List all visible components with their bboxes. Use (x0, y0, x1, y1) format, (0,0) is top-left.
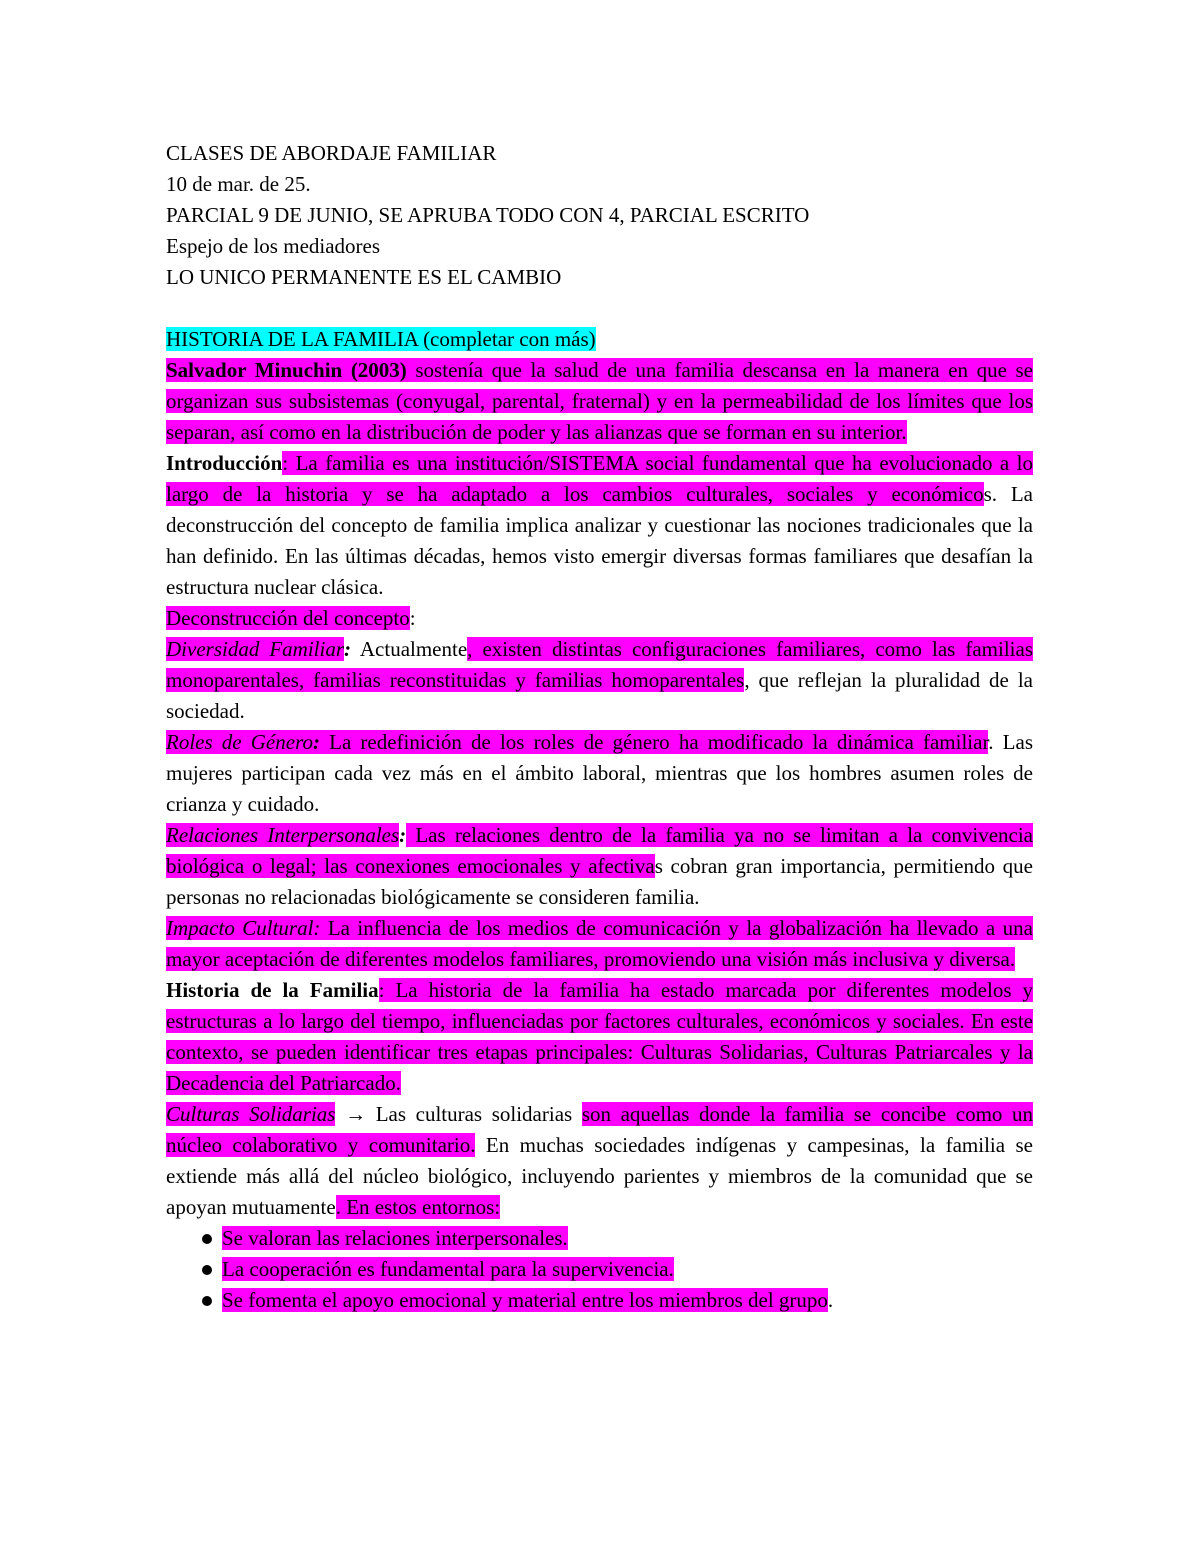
minuchin-name: Salvador Minuchin (2003) (166, 358, 407, 382)
impacto-hl2: a una mayor aceptación de diferentes modelos familiares, promoviendo una visión más (166, 916, 1033, 971)
decon-heading (166, 603, 1033, 634)
relaciones-paragraph (166, 820, 1033, 913)
decon-label: Deconstrucción del concepto (166, 606, 410, 630)
roles-colon: : (312, 730, 320, 754)
roles-rest: . Las mujeres participan cada vez más en el ámbito laboral, mientras que los hombres asumen roles de crianza y cuidado. (166, 730, 1033, 816)
intro-label: Introducción (166, 451, 283, 475)
exam-note: PARCIAL 9 DE JUNIO, SE APRUBA TODO CON 4, PARCIAL ESCRITO (166, 203, 810, 227)
espejo-note: Espejo de los mediadores (166, 234, 381, 258)
solidarias-plain: Las culturas solidarias (375, 1102, 582, 1126)
bullet-icon (202, 1265, 212, 1275)
intro-rest: s. La deconstrucción del concepto de familia implica analizar y cuestionar las nociones tradicionales que la han definido. En las últimas décadas, hemos visto emergir diversas formas familiares que desafían la estructura nuclear clásica. (166, 482, 1033, 599)
bullet-list (166, 1223, 1033, 1316)
minuchin-paragraph (166, 355, 1033, 448)
relaciones-colon: : (399, 823, 407, 847)
bullet-icon (202, 1234, 212, 1244)
bullet-icon (202, 1296, 212, 1306)
arrow-icon: → (335, 1102, 376, 1126)
impacto-paragraph (166, 913, 1033, 975)
impacto-hl1: La influencia de los medios de comunicación y la globalización ha llevado (320, 916, 979, 940)
relaciones-label: Relaciones Interpersonales (166, 823, 400, 847)
historia-highlighted: : La historia de la familia ha estado marcada por diferentes modelos y estructuras a lo largo del tiempo, influenciadas por factores culturales, económicos y sociales. En este contexto, se pueden identificar tres etapas principales: Culturas Solidarias, Culturas Patriarcales y la Decadencia del Patriarcado. (166, 978, 1033, 1095)
decon-colon: : (409, 606, 416, 630)
list-item (166, 1285, 1033, 1316)
impacto-label: Impacto Cultural: (166, 916, 321, 940)
list-item (166, 1254, 1033, 1285)
doc-title: CLASES DE ABORDAJE FAMILIAR (166, 141, 497, 165)
historia-label: Historia de la Familia (166, 978, 379, 1002)
intro-highlighted: : La familia es una institución/SISTEMA social fundamental que ha evolucionado a lo largo de la historia y se ha adaptado a los cambios culturales, sociales y económico (166, 451, 1033, 506)
bullet-text: Se fomenta el apoyo emocional y material entre los miembros del grupo (222, 1288, 828, 1312)
document-page (166, 138, 1033, 1316)
motto: LO UNICO PERMANENTE ES EL CAMBIO (166, 265, 562, 289)
diversidad-rest: , que reflejan la pluralidad de la sociedad. (166, 668, 1033, 723)
diversidad-colon: : (344, 637, 352, 661)
section-heading-text: HISTORIA DE LA FAMILIA (completar con más) (166, 327, 596, 351)
roles-highlighted: La redefinición de los roles de género ha modificado la dinámica familiar (319, 730, 989, 754)
doc-date: 10 de mar. de 25. (166, 172, 311, 196)
minuchin-text: sostenía que la salud de una familia descansa en la manera en que se organizan sus subsistemas (conyugal, parental, fraternal) y en la permeabilidad de los límites que los separan, así como en la distribución de poder y las alianzas que se forman en su interior. (166, 358, 1033, 444)
bullet-text: La cooperación es fundamental para la supervivencia. (222, 1257, 674, 1281)
blank-line (166, 293, 1033, 324)
relaciones-rest: s cobran gran importancia, permitiendo que personas no relacionadas biológicamente se consideren familia. (166, 854, 1033, 909)
diversidad-plain: Actualmente (351, 637, 468, 661)
historia-paragraph (166, 975, 1033, 1099)
bullet-text: Se valoran las relaciones interpersonales. (222, 1226, 568, 1250)
section-heading (166, 324, 1033, 355)
list-item (166, 1223, 1033, 1254)
impacto-hl3: inclusiva y diversa. (847, 947, 1016, 971)
solidarias-highlighted: son aquellas donde la familia se concibe como un núcleo colaborativo y comunitario. (166, 1102, 1034, 1157)
diversidad-paragraph (166, 634, 1033, 727)
solidarias-rest: En muchas sociedades indígenas y campesinas, la familia se extiende más allá del núcleo biológico, incluyendo parientes y miembros de la comunidad que se apoyan mutuamente (166, 1133, 1033, 1219)
solidarias-label: Culturas Solidarias (166, 1102, 336, 1126)
relaciones-highlighted: Las relaciones dentro de la familia ya no se limitan a la convivencia biológica o legal; las conexiones emocionales y afectiva (166, 823, 1033, 878)
solidarias-tail: . En estos entornos: (335, 1195, 501, 1219)
bullet-tail: . (827, 1288, 834, 1312)
intro-paragraph (166, 448, 1033, 603)
roles-label: Roles de Género (166, 730, 313, 754)
diversidad-label: Diversidad Familiar (166, 637, 345, 661)
diversidad-highlighted: , existen distintas configuraciones familiares, como las familias monoparentales, familias reconstituidas y familias homoparentales (166, 637, 1033, 692)
solidarias-paragraph (166, 1099, 1033, 1223)
roles-paragraph (166, 727, 1033, 820)
